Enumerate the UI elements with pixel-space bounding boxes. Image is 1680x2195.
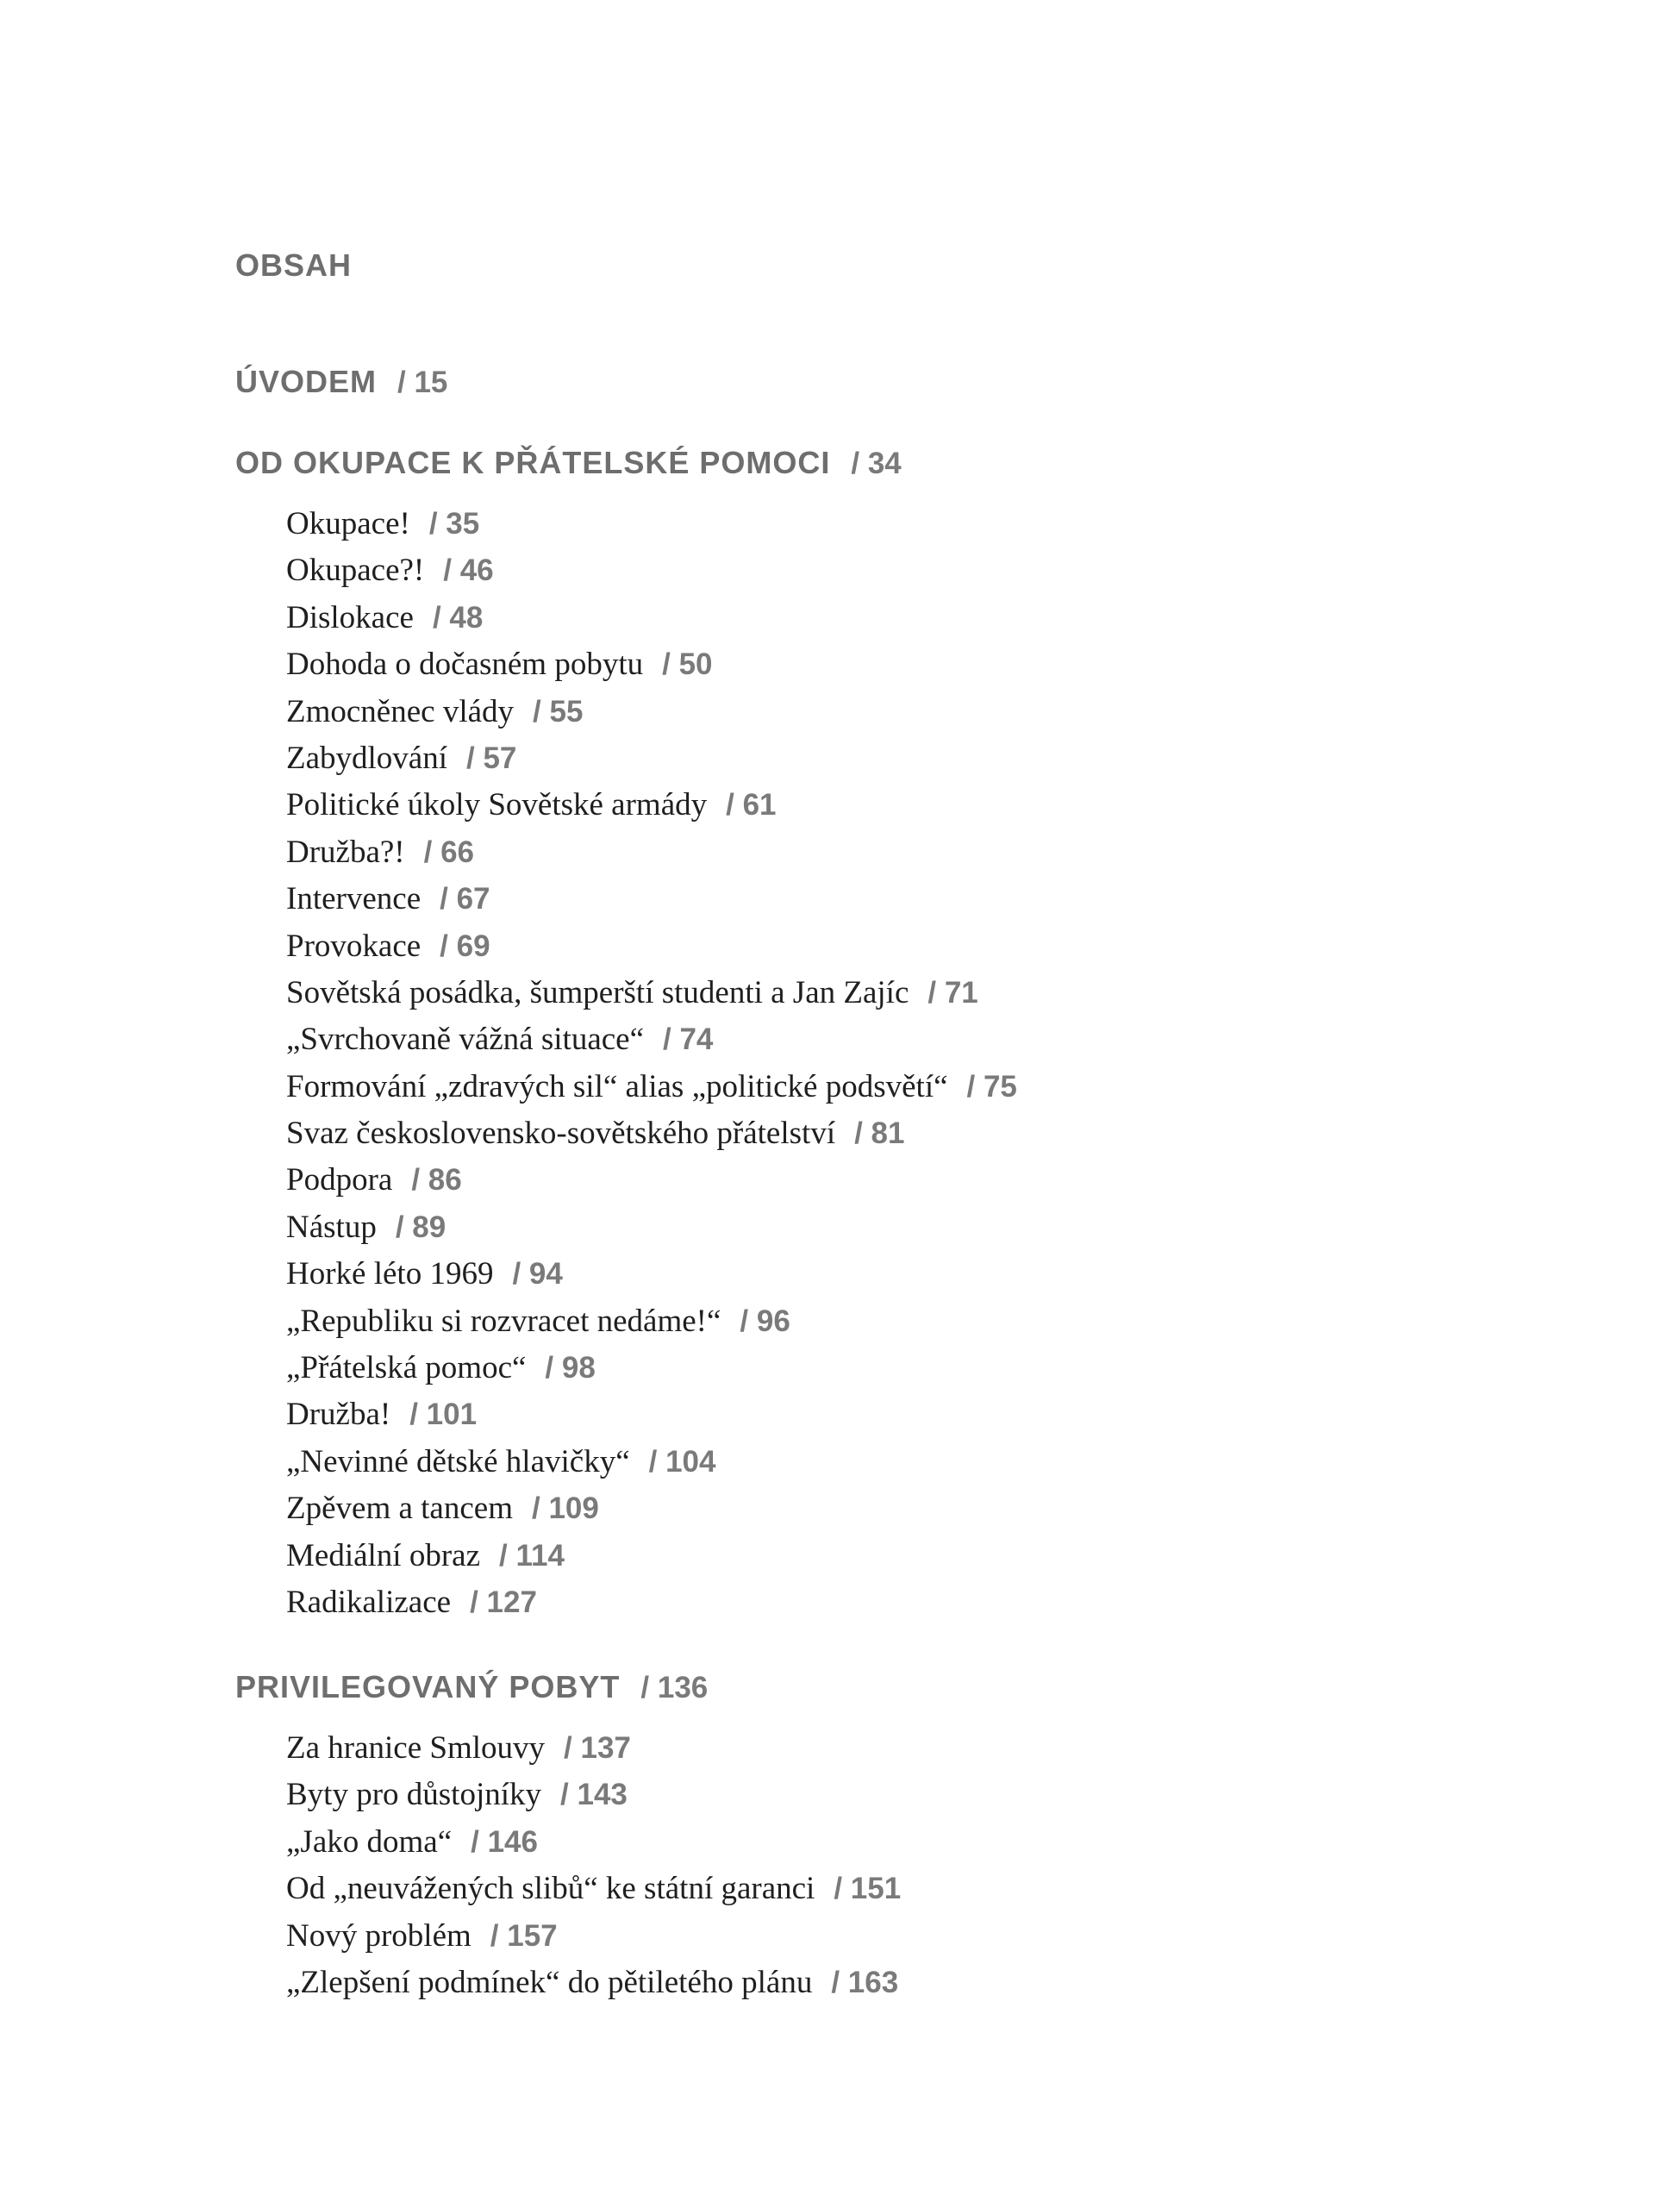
section-title: OD OKUPACE K PŘÁTELSKÉ POMOCI — [235, 445, 831, 480]
entry-title: Dohoda o dočasném pobytu — [286, 647, 644, 683]
toc-entry — [286, 1485, 1017, 1532]
entry-title: „Přátelská pomoc“ — [286, 1350, 527, 1386]
entry-page-number: / 71 — [927, 976, 977, 1010]
entry-page-number: / 96 — [740, 1304, 790, 1338]
entry-page-number: / 75 — [967, 1070, 1017, 1104]
entry-page-number: / 61 — [726, 788, 776, 822]
entry-page-number: / 104 — [649, 1445, 716, 1479]
entry-title: Politické úkoly Sovětské armády — [286, 787, 708, 823]
section-entries-privilegovany-pobyt — [286, 1725, 901, 2006]
entry-title: „Nevinné dětské hlavičky“ — [286, 1443, 630, 1479]
entry-title: Nový problém — [286, 1917, 472, 1954]
section-heading-privilegovany-pobyt — [235, 1669, 708, 1705]
entry-title: „Zlepšení podmínek“ do pětiletého plánu — [286, 1964, 813, 2000]
toc-entry — [286, 595, 1017, 641]
toc-entry — [286, 782, 1017, 829]
entry-page-number: / 46 — [443, 553, 493, 587]
entry-page-number: / 146 — [471, 1825, 538, 1859]
entry-page-number: / 74 — [663, 1022, 713, 1056]
entry-page-number: / 163 — [831, 1966, 898, 1999]
entry-page-number: / 35 — [429, 507, 479, 541]
toc-entry — [286, 829, 1017, 876]
entry-page-number: / 143 — [560, 1778, 628, 1811]
entry-title: Za hranice Smlouvy — [286, 1730, 546, 1766]
entry-title: Podpora — [286, 1162, 393, 1198]
toc-entry — [286, 1960, 901, 2006]
entry-title: Formování „zdravých sil“ alias „politické podsvětí“ — [286, 1068, 948, 1104]
toc-entry — [286, 1772, 901, 1818]
entry-page-number: / 94 — [512, 1257, 562, 1291]
toc-entry — [286, 1251, 1017, 1298]
section-entries-od-okupace — [286, 501, 1017, 1626]
entry-page-number: / 109 — [532, 1491, 599, 1525]
toc-entry — [286, 923, 1017, 970]
entry-page-number: / 50 — [662, 647, 712, 681]
toc-entry — [286, 1064, 1017, 1110]
entry-title: Intervence — [286, 881, 422, 917]
entry-page-number: / 89 — [396, 1210, 446, 1244]
entry-title: Svaz československo-sovětského přátelství — [286, 1116, 836, 1152]
entry-title: Sovětská posádka, šumperští studenti a Jan Zajíc — [286, 974, 909, 1010]
entry-page-number: / 55 — [533, 695, 583, 729]
entry-title: Družba?! — [286, 834, 405, 870]
entry-page-number: / 67 — [440, 882, 490, 916]
toc-entry — [286, 689, 1017, 735]
toc-entry — [286, 1533, 1017, 1579]
entry-page-number: / 127 — [470, 1585, 537, 1619]
entry-page-number: / 137 — [564, 1731, 631, 1765]
toc-entry — [286, 970, 1017, 1016]
toc-entry — [286, 1579, 1017, 1626]
toc-entry — [286, 1439, 1017, 1485]
entry-title: Nástup — [286, 1209, 377, 1245]
entry-title: Od „neuvážených slibů“ ke státní garanci — [286, 1871, 815, 1907]
entry-page-number: / 114 — [499, 1539, 565, 1573]
entry-page-number: / 48 — [433, 601, 483, 635]
entry-page-number: / 98 — [545, 1351, 595, 1385]
entry-title: Zmocněnec vlády — [286, 693, 515, 729]
toc-entry — [286, 1391, 1017, 1438]
entry-page-number: / 81 — [854, 1116, 904, 1150]
section-title: ÚVODEM — [235, 364, 378, 399]
entry-page-number: / 57 — [466, 741, 516, 775]
section-heading-uvodem — [235, 364, 447, 400]
entry-page-number: / 66 — [424, 835, 474, 869]
toc-entry — [286, 1298, 1017, 1345]
entry-page-number: / 101 — [409, 1398, 477, 1431]
toc-entry — [286, 547, 1017, 594]
toc-entry — [286, 1110, 1017, 1157]
entry-title: Dislokace — [286, 599, 414, 635]
toc-entry — [286, 1725, 901, 1772]
toc-entry — [286, 1866, 901, 1912]
entry-page-number: / 86 — [411, 1163, 461, 1197]
entry-title: Provokace — [286, 928, 422, 964]
toc-entry — [286, 1913, 901, 1960]
toc-entry — [286, 1016, 1017, 1063]
entry-title: Družba! — [286, 1397, 391, 1433]
toc-entry — [286, 1819, 901, 1866]
entry-title: „Republiku si rozvracet nedáme!“ — [286, 1303, 721, 1339]
toc-entry — [286, 641, 1017, 688]
entry-title: Mediální obraz — [286, 1537, 480, 1573]
toc-entry — [286, 501, 1017, 547]
entry-title: Horké léto 1969 — [286, 1256, 494, 1292]
entry-title: Radikalizace — [286, 1584, 452, 1620]
entry-page-number: / 157 — [490, 1919, 558, 1953]
section-page-number: / 34 — [851, 447, 901, 480]
entry-page-number: / 151 — [834, 1872, 901, 1905]
section-page-number: / 136 — [640, 1671, 708, 1704]
entry-title: „Svrchovaně vážná situace“ — [286, 1022, 645, 1058]
toc-entry — [286, 876, 1017, 922]
toc-entry — [286, 735, 1017, 782]
toc-heading: OBSAH — [235, 247, 353, 283]
entry-title: Okupace! — [286, 506, 410, 541]
section-page-number: / 15 — [397, 366, 447, 399]
section-title: PRIVILEGOVANÝ POBYT — [235, 1669, 621, 1704]
entry-title: Okupace?! — [286, 553, 425, 589]
entry-title: Byty pro důstojníky — [286, 1777, 542, 1813]
toc-entry — [286, 1345, 1017, 1391]
entry-title: Zpěvem a tancem — [286, 1491, 513, 1527]
toc-entry — [286, 1157, 1017, 1204]
section-heading-od-okupace — [235, 445, 902, 481]
entry-title: Zabydlování — [286, 740, 448, 776]
toc-entry — [286, 1204, 1017, 1251]
entry-title: „Jako doma“ — [286, 1823, 453, 1860]
entry-page-number: / 69 — [440, 929, 490, 963]
